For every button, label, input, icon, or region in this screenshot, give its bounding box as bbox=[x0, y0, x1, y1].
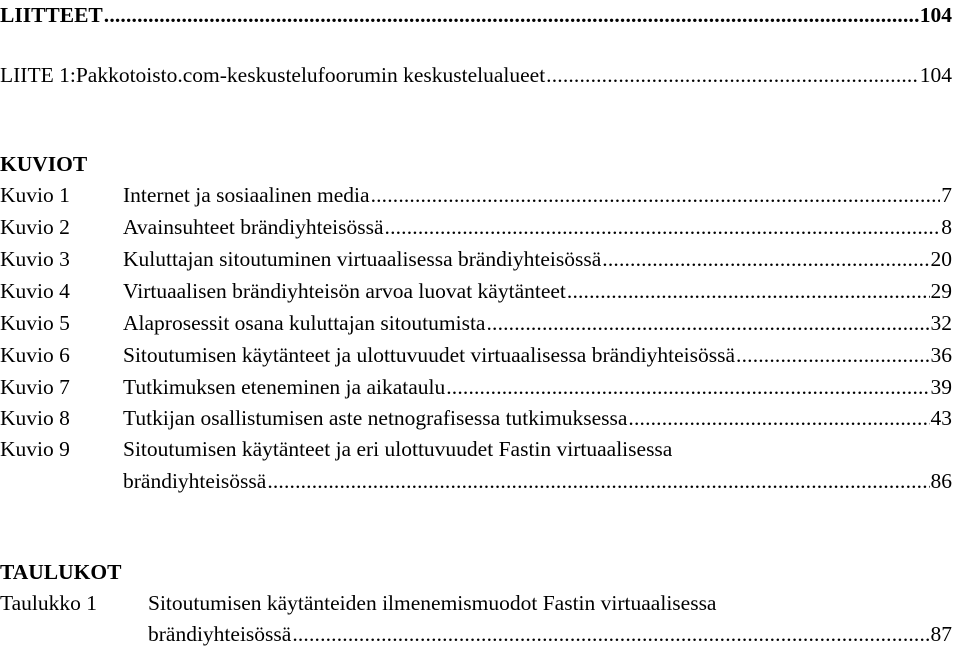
figure-title: Virtuaalisen brändiyhteisön arvoa luovat käytänteet bbox=[123, 279, 566, 303]
toc-entry-kuvio-9 bbox=[0, 434, 952, 464]
toc-entry-liite-1 bbox=[0, 60, 952, 90]
page-number: 104 bbox=[919, 3, 952, 27]
toc-entry-liitteet bbox=[0, 0, 952, 30]
page-number: 104 bbox=[919, 63, 952, 87]
toc-entry-kuvio-6 bbox=[0, 340, 952, 370]
toc-entry-kuvio-9-continuation bbox=[123, 466, 952, 496]
toc-entry-kuvio-8 bbox=[0, 403, 952, 433]
figure-label: Kuvio 3 bbox=[0, 247, 70, 271]
dot-leader bbox=[486, 308, 929, 338]
toc-entry-kuvio-3 bbox=[0, 244, 952, 274]
figure-label: Kuvio 8 bbox=[0, 406, 70, 430]
figure-title: Sitoutumisen käytänteet ja eri ulottuvuudet Fastin virtuaalisessa bbox=[123, 437, 673, 461]
figure-label: Kuvio 4 bbox=[0, 279, 70, 303]
page-number: 39 bbox=[930, 375, 952, 399]
toc-entry-kuvio-2 bbox=[0, 212, 952, 242]
dot-leader bbox=[736, 340, 929, 370]
dot-leader bbox=[446, 372, 929, 402]
page-number: 43 bbox=[930, 406, 952, 430]
dot-leader bbox=[546, 60, 919, 90]
page-number: 20 bbox=[930, 247, 952, 271]
figure-title: Avainsuhteet brändiyhteisössä bbox=[123, 215, 384, 239]
section-heading-kuviot: KUVIOT bbox=[0, 152, 88, 176]
table-title-continuation: brändiyhteisössä bbox=[148, 622, 292, 646]
page-number: 32 bbox=[930, 311, 952, 335]
table-label: Taulukko 1 bbox=[0, 591, 98, 615]
toc-entry-kuvio-1 bbox=[0, 180, 952, 210]
table-title: Sitoutumisen käytänteiden ilmenemismuodot Fastin virtuaalisessa bbox=[148, 591, 717, 615]
dot-leader bbox=[104, 0, 919, 30]
section-heading-liitteet: LIITTEET bbox=[0, 3, 103, 27]
page-number: 87 bbox=[930, 622, 952, 646]
figure-title: Kuluttajan sitoutuminen virtuaalisessa brändiyhteisössä bbox=[123, 247, 602, 271]
appendix-label: LIITE 1: bbox=[0, 63, 76, 87]
figure-title: Internet ja sosiaalinen media bbox=[123, 183, 370, 207]
page-number: 7 bbox=[941, 183, 952, 207]
figure-label: Kuvio 2 bbox=[0, 215, 70, 239]
figure-label: Kuvio 7 bbox=[0, 375, 70, 399]
figure-label: Kuvio 9 bbox=[0, 437, 70, 461]
toc-entry-taulukko-1 bbox=[0, 588, 952, 618]
dot-leader bbox=[567, 276, 930, 306]
page-number: 29 bbox=[930, 279, 952, 303]
dot-leader bbox=[371, 180, 941, 210]
figure-label: Kuvio 6 bbox=[0, 343, 70, 367]
figure-title-continuation: brändiyhteisössä bbox=[123, 469, 267, 493]
figure-title: Alaprosessit osana kuluttajan sitoutumista bbox=[123, 311, 486, 335]
page-number: 8 bbox=[941, 215, 952, 239]
dot-leader bbox=[628, 403, 929, 433]
toc-entry-kuvio-7 bbox=[0, 372, 952, 402]
appendix-title: Pakkotoisto.com-keskustelufoorumin keskustelualueet bbox=[75, 63, 546, 87]
toc-entry-kuvio-4 bbox=[0, 276, 952, 306]
toc-entry-kuvio-5 bbox=[0, 308, 952, 338]
dot-leader bbox=[292, 619, 929, 649]
dot-leader bbox=[267, 466, 929, 496]
page-number: 86 bbox=[930, 469, 952, 493]
page-number: 36 bbox=[930, 343, 952, 367]
figure-label: Kuvio 1 bbox=[0, 183, 70, 207]
figure-title: Tutkijan osallistumisen aste netnografisessa tutkimuksessa bbox=[123, 406, 628, 430]
figure-title: Tutkimuksen eteneminen ja aikataulu bbox=[123, 375, 446, 399]
figure-label: Kuvio 5 bbox=[0, 311, 70, 335]
dot-leader bbox=[602, 244, 929, 274]
dot-leader bbox=[385, 212, 941, 242]
section-heading-taulukot: TAULUKOT bbox=[0, 560, 122, 584]
toc-entry-taulukko-1-continuation bbox=[148, 619, 952, 649]
figure-title: Sitoutumisen käytänteet ja ulottuvuudet virtuaalisessa brändiyhteisössä bbox=[123, 343, 736, 367]
